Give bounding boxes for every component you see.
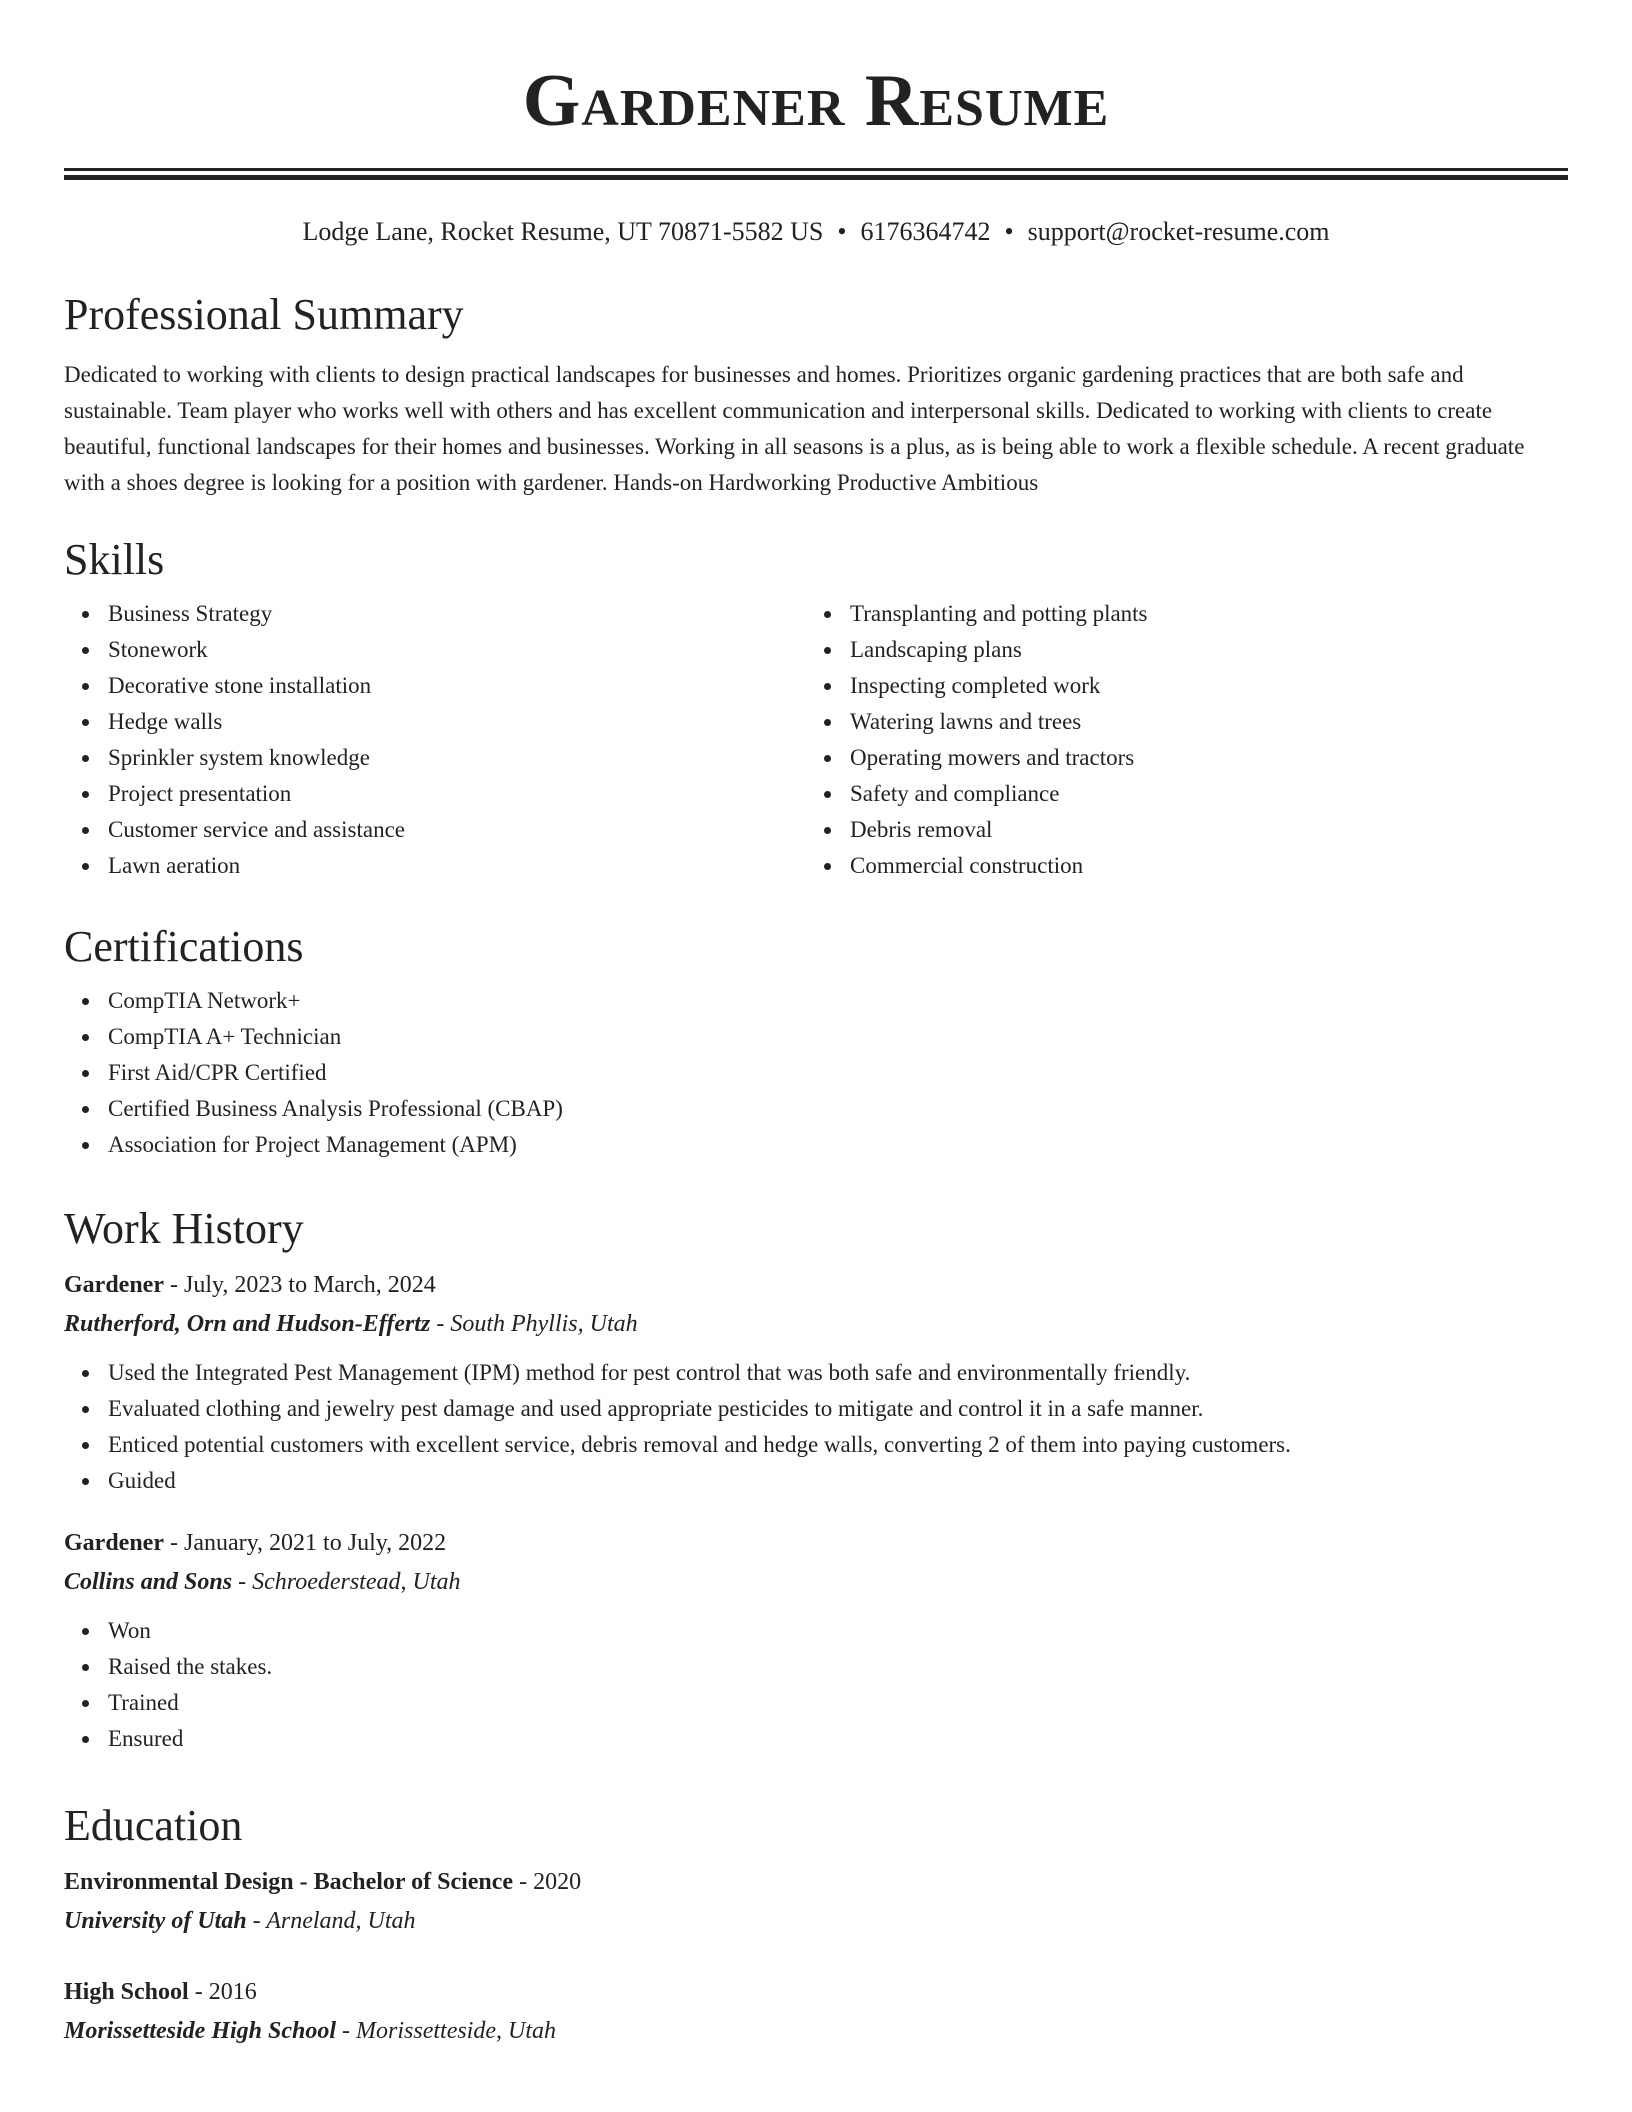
education-school: Morissetteside High School — [64, 2018, 337, 2044]
job-location: - South Phyllis, Utah — [430, 1311, 638, 1337]
resume-title: Gardener Resume — [522, 60, 1110, 142]
education-degree: High School — [64, 1979, 189, 2005]
job-bullet: Ensured — [64, 1721, 1568, 1757]
education-entry — [64, 1972, 1568, 2050]
education-year: - 2020 — [513, 1869, 582, 1895]
job-dates: - January, 2021 to July, 2022 — [163, 1530, 447, 1556]
skills-list-right — [806, 596, 1548, 884]
skills-list-left — [64, 596, 806, 884]
skill-item: Inspecting completed work — [806, 668, 1548, 704]
education-degree-line — [64, 1862, 1568, 1902]
job-bullet: Raised the stakes. — [64, 1649, 1568, 1685]
education-section — [64, 1798, 1568, 2050]
job-title: Gardener — [64, 1272, 164, 1298]
job-dates: - July, 2023 to March, 2024 — [163, 1272, 436, 1298]
education-school-line — [64, 1902, 1568, 1940]
skill-item: Debris removal — [806, 812, 1548, 848]
education-degree-line — [64, 1972, 1568, 2012]
contact-email: support@rocket-resume.com — [1027, 217, 1330, 246]
job-title: Gardener — [64, 1530, 164, 1556]
certifications-list — [64, 983, 1568, 1163]
skill-item: Hedge walls — [64, 704, 806, 740]
contact-phone: 6176364742 — [860, 217, 991, 246]
skill-item: Lawn aeration — [64, 848, 806, 884]
job-title-line — [64, 1523, 1568, 1563]
skill-item: Customer service and assistance — [64, 812, 806, 848]
job-bullet: Used the Integrated Pest Management (IPM) method for pest control that was both safe and environmentally friendly. — [64, 1355, 1568, 1391]
education-location: - Arneland, Utah — [246, 1908, 416, 1934]
certifications-heading: Certifications — [64, 922, 304, 971]
job-bullet: Won — [64, 1613, 1568, 1649]
skill-item: Landscaping plans — [806, 632, 1548, 668]
summary-section — [64, 287, 1568, 501]
skill-item: Sprinkler system knowledge — [64, 740, 806, 776]
skill-item: Safety and compliance — [806, 776, 1548, 812]
job-company-line — [64, 1563, 1568, 1601]
contact-separator: • — [837, 217, 847, 246]
skills-section — [64, 532, 1568, 884]
certification-item: CompTIA Network+ — [64, 983, 1568, 1019]
job-bullet: Guided — [64, 1463, 1568, 1499]
job-company-line — [64, 1305, 1568, 1343]
skill-item: Decorative stone installation — [64, 668, 806, 704]
skill-item: Stonework — [64, 632, 806, 668]
skill-item: Operating mowers and tractors — [806, 740, 1548, 776]
work-history-heading: Work History — [64, 1204, 304, 1253]
job-title-line — [64, 1265, 1568, 1305]
contact-separator: • — [1004, 217, 1014, 246]
job-company: Rutherford, Orn and Hudson-Effertz — [64, 1311, 431, 1337]
skill-item: Business Strategy — [64, 596, 806, 632]
skill-item: Transplanting and potting plants — [806, 596, 1548, 632]
certifications-section — [64, 919, 1568, 1163]
education-heading: Education — [64, 1801, 243, 1850]
certification-item: CompTIA A+ Technician — [64, 1019, 1568, 1055]
job-bullet: Enticed potential customers with excellent service, debris removal and hedge walls, converting 2 of them into paying customers. — [64, 1427, 1568, 1463]
job-bullet: Trained — [64, 1685, 1568, 1721]
certification-item: First Aid/CPR Certified — [64, 1055, 1568, 1091]
contact-line — [64, 212, 1568, 252]
work-history-section — [64, 1201, 1568, 1757]
job-entry — [64, 1523, 1568, 1757]
job-bullets — [64, 1613, 1568, 1757]
education-degree: Environmental Design - Bachelor of Science — [64, 1869, 514, 1895]
skills-heading: Skills — [64, 535, 165, 584]
certification-item: Association for Project Management (APM) — [64, 1127, 1568, 1163]
contact-address: Lodge Lane, Rocket Resume, UT 70871-5582 US — [302, 217, 824, 246]
summary-heading: Professional Summary — [64, 290, 464, 339]
job-location: - Schroederstead, Utah — [232, 1569, 461, 1595]
skill-item: Watering lawns and trees — [806, 704, 1548, 740]
job-company: Collins and Sons — [64, 1569, 233, 1595]
summary-text: Dedicated to working with clients to design practical landscapes for businesses and homes. Prioritizes organic gardening practices that are both safe and sustainable. Team player who works well with others and has excellent communication and interpersonal skills. Dedicated to working with clients to create beautiful, functional landscapes for their homes and businesses. Working in all seasons is a plus, as is being able to work a flexible schedule. A recent graduate with a shoes degree is looking for a position with gardener. Hands-on Hardworking Productive Ambitious — [64, 362, 1525, 495]
education-school-line — [64, 2012, 1568, 2050]
education-year: - 2016 — [188, 1979, 257, 2005]
job-bullets — [64, 1355, 1568, 1499]
title-divider — [64, 168, 1568, 180]
job-entry — [64, 1265, 1568, 1499]
skills-columns — [64, 596, 1568, 884]
education-location: - Morissetteside, Utah — [336, 2018, 557, 2044]
job-bullet: Evaluated clothing and jewelry pest damage and used appropriate pesticides to mitigate and control it in a safe manner. — [64, 1391, 1568, 1427]
certification-item: Certified Business Analysis Professional (CBAP) — [64, 1091, 1568, 1127]
skill-item: Project presentation — [64, 776, 806, 812]
education-school: University of Utah — [64, 1908, 247, 1934]
skill-item: Commercial construction — [806, 848, 1548, 884]
education-entry — [64, 1862, 1568, 1940]
